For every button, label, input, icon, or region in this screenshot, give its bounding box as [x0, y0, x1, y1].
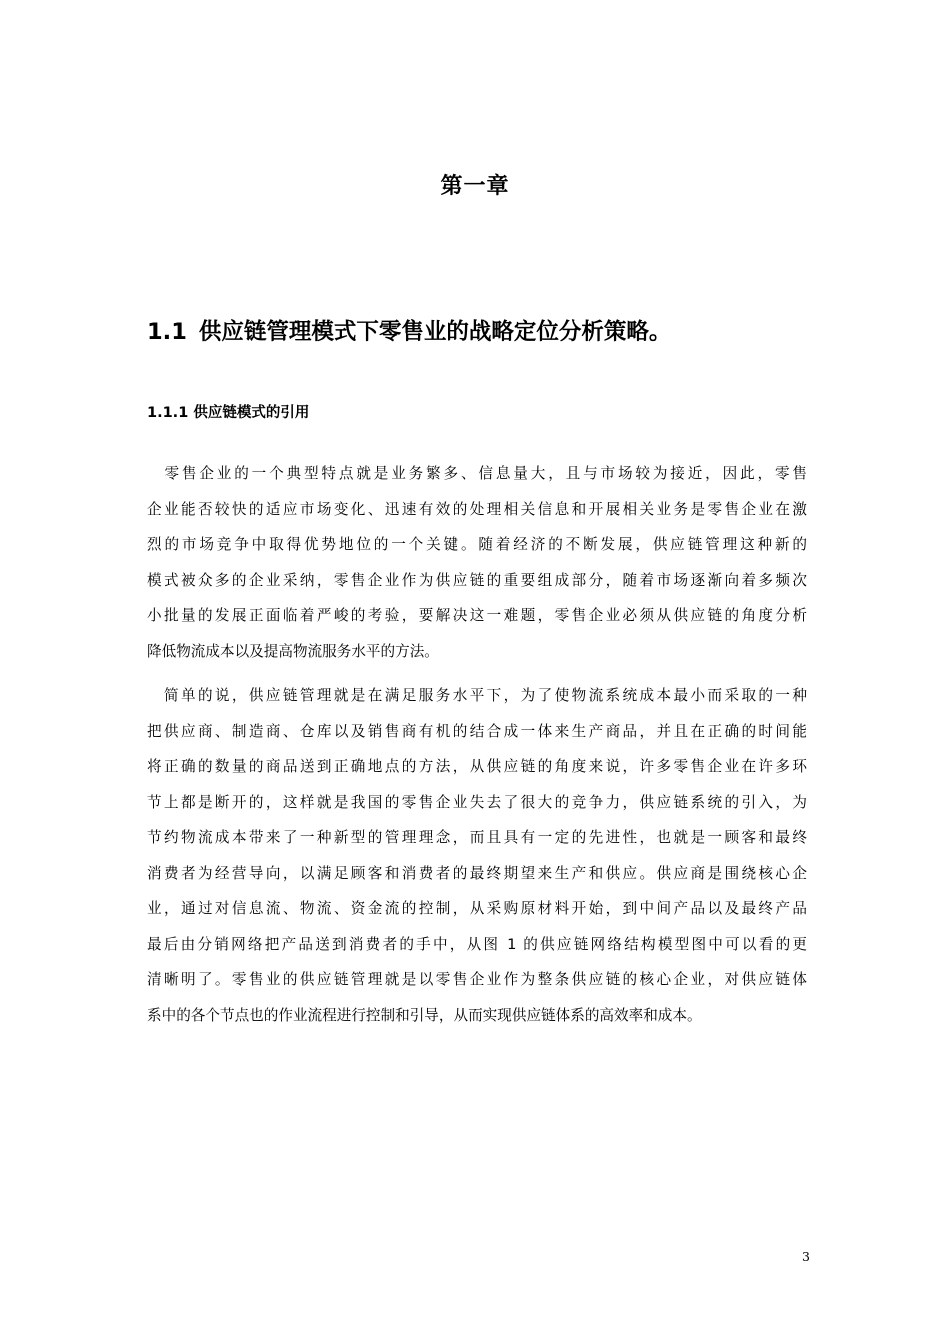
subsection-number: 1.1.1	[147, 405, 189, 421]
paragraph-line: 最后由分销网络把产品送到消费者的手中，从图 1 的供应链网络结构模型图中可以看的更	[147, 935, 807, 953]
paragraph-line: 把供应商、制造商、仓库以及销售商有机的结合成一体来生产商品，并且在正确的时间能	[147, 722, 807, 740]
chapter-title: 第一章	[440, 174, 510, 199]
paragraph-line: 烈的市场竞争中取得优势地位的一个关键。随着经济的不断发展，供应链管理这种新的	[147, 536, 807, 553]
paragraph-line: 小批量的发展正面临着严峻的考验，要解决这一难题，零售企业必须从供应链的角度分析	[147, 607, 807, 624]
paragraph-line: 简单的说，供应链管理就是在满足服务水平下，为了使物流系统成本最小而采取的一种	[147, 687, 807, 704]
paragraph-line: 节约物流成本带来了一种新型的管理理念，而且具有一定的先进性，也就是一顾客和最终	[147, 829, 807, 846]
subsection-title: 供应链模式的引用	[193, 405, 310, 421]
paragraph-line: 节上都是断开的，这样就是我国的零售企业失去了很大的竞争力，供应链系统的引入，为	[147, 793, 807, 811]
paragraph-line: 消费者为经营导向，以满足顾客和消费者的最终期望来生产和供应。供应商是围绕核心企	[147, 864, 807, 882]
subsection-heading	[147, 402, 847, 424]
paragraph-line: 模式被众多的企业采纳，零售企业作为供应链的重要组成部分，随着市场逐渐向着多频次	[147, 571, 807, 589]
page-number: 3	[802, 1249, 810, 1264]
section-title: 供应链管理模式下零售业的战略定位分析策略。	[198, 319, 672, 345]
paragraph-line: 系中的各个节点也的作业流程进行控制和引导，从而实现供应链体系的高效率和成本。	[147, 1006, 702, 1024]
paragraph-line: 零售企业的一个典型特点就是业务繁多、信息量大，且与市场较为接近，因此，零售	[147, 465, 807, 482]
paragraph-1	[147, 456, 807, 669]
section-heading	[147, 316, 847, 348]
paragraph-line: 清晰明了。零售业的供应链管理就是以零售企业作为整条供应链的核心企业，对供应链体	[147, 971, 807, 988]
paragraph-line: 降低物流成本以及提高物流服务水平的方法。	[147, 642, 439, 660]
paragraph-line: 将正确的数量的商品送到正确地点的方法，从供应链的角度来说，许多零售企业在许多环	[147, 758, 807, 775]
section-number: 1.1	[147, 319, 187, 345]
paragraph-2	[147, 678, 807, 1033]
paragraph-line: 企业能否较快的适应市场变化、迅速有效的处理相关信息和开展相关业务是零售企业在激	[147, 500, 807, 518]
paragraph-line: 业，通过对信息流、物流、资金流的控制，从采购原材料开始，到中间产品以及最终产品	[147, 900, 807, 917]
